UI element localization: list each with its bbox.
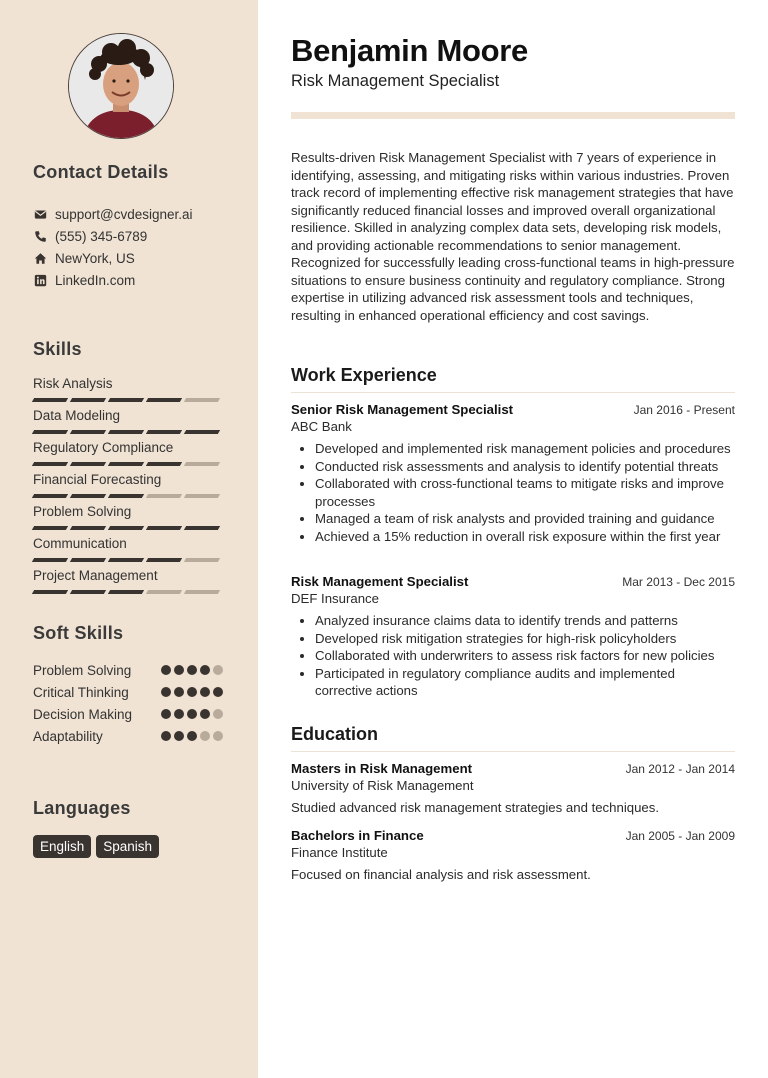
skill-level-segment — [32, 462, 69, 466]
skills-heading: Skills — [33, 339, 82, 359]
skill-level-bar — [33, 526, 223, 530]
contact-heading: Contact Details — [33, 162, 169, 182]
job-role: Risk Management Specialist — [291, 574, 469, 589]
rating-dot — [187, 665, 197, 675]
skill-name: Risk Analysis — [33, 376, 113, 391]
rating-dot — [174, 709, 184, 719]
education-description: Studied advanced risk management strategies and techniques. — [291, 800, 660, 815]
rating-dot — [161, 709, 171, 719]
job-bullet: • Managed a team of risk analysts and provided training and guidance — [315, 510, 735, 528]
skill-level-segment — [146, 398, 183, 402]
skill-name: Financial Forecasting — [33, 472, 162, 487]
skill-level-segment — [32, 558, 69, 562]
job-bullet: • Participated in regulatory compliance audits and implemented corrective actions — [315, 665, 735, 700]
rating-dot — [200, 709, 210, 719]
skill-level-segment — [32, 526, 69, 530]
rating-dot — [213, 709, 223, 719]
skill-level-segment — [70, 462, 107, 466]
skill-item — [33, 535, 223, 567]
skill-level-bar — [33, 558, 223, 562]
rating-dot — [187, 687, 197, 697]
skill-level-segment — [146, 590, 183, 594]
candidate-name: Benjamin Moore — [291, 33, 528, 68]
email-icon — [33, 207, 47, 221]
skill-level-segment — [184, 526, 221, 530]
languages-heading: Languages — [33, 798, 131, 818]
rating-dot — [174, 731, 184, 741]
rating-dot — [213, 731, 223, 741]
language-badge: English — [33, 835, 91, 858]
job-bullet: • Analyzed insurance claims data to identify trends and patterns — [315, 612, 735, 630]
skill-level-bar — [33, 398, 223, 402]
skill-level-segment — [184, 398, 221, 402]
skill-level-segment — [184, 558, 221, 562]
skill-item — [33, 439, 223, 471]
job-bullet: • Collaborated with underwriters to assess risk factors for new policies — [315, 647, 735, 665]
skill-level-segment — [108, 590, 145, 594]
skill-level-segment — [108, 462, 145, 466]
soft-skill-item — [33, 725, 223, 747]
education-dates: Jan 2005 - Jan 2009 — [625, 829, 735, 843]
contact-list — [33, 203, 193, 291]
soft-skill-item — [33, 681, 223, 703]
degree-name: Bachelors in Finance — [291, 828, 424, 843]
skill-item — [33, 503, 223, 535]
rating-dot — [200, 731, 210, 741]
school-name: University of Risk Management — [291, 778, 474, 793]
skill-level-segment — [70, 558, 107, 562]
work-entry — [291, 574, 735, 700]
company-name: DEF Insurance — [291, 591, 379, 606]
skill-level-segment — [184, 494, 221, 498]
accent-divider — [291, 112, 735, 119]
skill-level-segment — [108, 430, 145, 434]
soft-skill-name: Adaptability — [33, 728, 103, 744]
skill-level-segment — [70, 430, 107, 434]
avatar — [68, 33, 174, 139]
skill-level-segment — [70, 398, 107, 402]
job-bullet: • Developed risk mitigation strategies for high-risk policyholders — [315, 630, 735, 648]
skill-name: Data Modeling — [33, 408, 121, 423]
soft-skills-heading: Soft Skills — [33, 623, 124, 643]
degree-name: Masters in Risk Management — [291, 761, 473, 776]
contact-phone-text: (555) 345-6789 — [55, 228, 148, 244]
skill-level-segment — [146, 494, 183, 498]
job-dates: Mar 2013 - Dec 2015 — [622, 575, 735, 589]
job-bullets — [291, 612, 735, 700]
skill-level-segment — [70, 526, 107, 530]
soft-skill-name: Problem Solving — [33, 662, 132, 678]
skill-level-segment — [32, 494, 69, 498]
contact-phone[interactable] — [33, 225, 193, 247]
soft-skill-rating — [158, 709, 223, 719]
soft-skill-name: Decision Making — [33, 706, 133, 722]
linkedin-icon — [33, 273, 47, 287]
job-role: Senior Risk Management Specialist — [291, 402, 514, 417]
skill-level-segment — [184, 462, 221, 466]
home-icon — [33, 251, 47, 265]
job-bullet: • Collaborated with cross-functional teams to mitigate risks and improve processes — [315, 475, 735, 510]
skill-level-segment — [108, 558, 145, 562]
soft-skill-name: Critical Thinking — [33, 684, 129, 700]
rating-dot — [213, 687, 223, 697]
skill-level-segment — [146, 526, 183, 530]
school-name: Finance Institute — [291, 845, 388, 860]
skill-level-segment — [184, 590, 221, 594]
skill-level-segment — [108, 494, 145, 498]
education-dates: Jan 2012 - Jan 2014 — [625, 762, 735, 776]
contact-linkedin[interactable] — [33, 269, 193, 291]
skill-level-segment — [70, 590, 107, 594]
rating-dot — [213, 665, 223, 675]
job-bullets — [291, 440, 735, 545]
language-badge: Spanish — [96, 835, 159, 858]
work-experience-heading: Work Experience — [291, 365, 735, 393]
skill-level-bar — [33, 590, 223, 594]
skill-level-segment — [32, 430, 69, 434]
skill-level-segment — [184, 430, 221, 434]
education-heading: Education — [291, 724, 735, 752]
soft-skill-rating — [158, 665, 223, 675]
education-description: Focused on financial analysis and risk assessment. — [291, 867, 591, 882]
skill-item — [33, 375, 223, 407]
skill-level-bar — [33, 494, 223, 498]
rating-dot — [161, 731, 171, 741]
contact-linkedin-text: LinkedIn.com — [55, 272, 136, 288]
skill-item — [33, 407, 223, 439]
soft-skill-item — [33, 659, 223, 681]
education-entry — [291, 761, 735, 815]
rating-dot — [161, 665, 171, 675]
sidebar — [0, 0, 258, 1078]
languages-list — [33, 835, 164, 858]
rating-dot — [174, 687, 184, 697]
skill-level-segment — [108, 526, 145, 530]
company-name: ABC Bank — [291, 419, 352, 434]
contact-email[interactable] — [33, 203, 193, 225]
skill-level-segment — [70, 494, 107, 498]
job-dates: Jan 2016 - Present — [633, 403, 735, 417]
work-entry — [291, 402, 735, 545]
skill-level-segment — [108, 398, 145, 402]
skill-item — [33, 567, 223, 599]
skills-list — [33, 375, 223, 599]
soft-skill-rating — [158, 687, 223, 697]
rating-dot — [174, 665, 184, 675]
rating-dot — [200, 687, 210, 697]
contact-location-text: NewYork, US — [55, 250, 135, 266]
skill-name: Project Management — [33, 568, 158, 583]
skill-level-segment — [146, 462, 183, 466]
skill-name: Regulatory Compliance — [33, 440, 174, 455]
phone-icon — [33, 229, 47, 243]
skill-name: Communication — [33, 536, 127, 551]
skill-level-bar — [33, 462, 223, 466]
rating-dot — [200, 665, 210, 675]
skill-level-segment — [32, 398, 69, 402]
job-bullet: • Achieved a 15% reduction in overall risk exposure within the first year — [315, 528, 735, 546]
skill-level-segment — [146, 558, 183, 562]
rating-dot — [187, 731, 197, 741]
skill-name: Problem Solving — [33, 504, 132, 519]
skill-level-segment — [32, 590, 69, 594]
skill-level-segment — [146, 430, 183, 434]
profile-photo — [69, 34, 173, 138]
skill-item — [33, 471, 223, 503]
profile-summary: Results-driven Risk Management Specialist with 7 years of experience in identifying, assessing, and mitigating risks within various industries. Proven track record of implementing effective risk management strategies that have significantly reduced financial losses and improved overall organizational resilience. Skilled in analyzing complex data sets, developing risk models, and providing actionable recommendations to senior management. Recognized for successfully leading cross-functional teams in high-pressure situations to ensure business continuity and regulatory compliance. Strong expertise in utilizing advanced risk assessment tools and techniques, resulting in enhanced operational efficiency and cost savings. — [291, 150, 735, 323]
job-bullet: • Conducted risk assessments and analysis to identify potential threats — [315, 458, 735, 476]
soft-skill-item — [33, 703, 223, 725]
job-bullet: • Developed and implemented risk management policies and procedures — [315, 440, 735, 458]
soft-skill-rating — [158, 731, 223, 741]
contact-location — [33, 247, 193, 269]
rating-dot — [187, 709, 197, 719]
skill-level-bar — [33, 430, 223, 434]
candidate-title: Risk Management Specialist — [291, 72, 500, 90]
education-entry — [291, 828, 735, 882]
contact-email-text: support@cvdesigner.ai — [55, 206, 193, 222]
soft-skills-list — [33, 659, 223, 747]
rating-dot — [161, 687, 171, 697]
main-content — [258, 0, 768, 1078]
